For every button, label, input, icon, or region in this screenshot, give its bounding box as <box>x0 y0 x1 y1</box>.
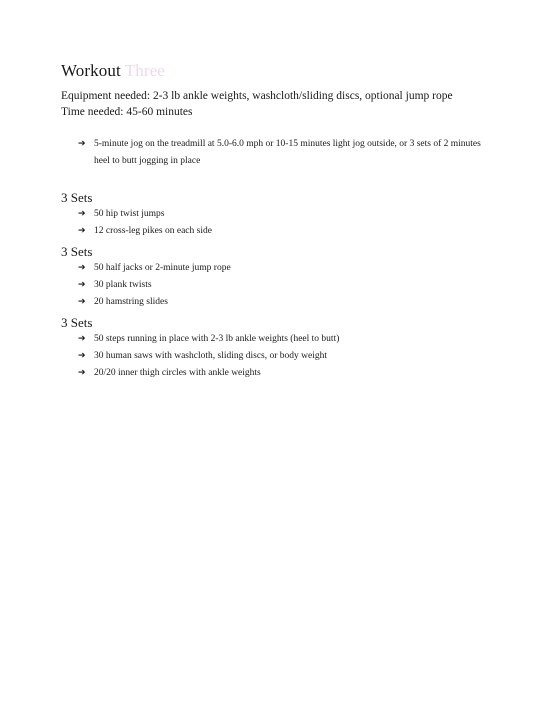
warmup-list <box>78 136 498 170</box>
arrow-right-icon: ➔ <box>78 280 86 291</box>
list-item <box>78 277 498 294</box>
list-item-text: 5-minute jog on the treadmill at 5.0-6.0 mph or 10-15 minutes light jog outside, or 3 sets of 2 minutes heel to butt jogging in place <box>94 139 481 167</box>
list-item <box>78 206 498 223</box>
set-list-1 <box>78 206 498 240</box>
set-list-2 <box>78 260 498 312</box>
list-item-text: 50 half jacks or 2-minute jump rope <box>94 263 231 273</box>
list-item <box>78 260 498 277</box>
list-item-text: 30 human saws with washcloth, sliding discs, or body weight <box>94 351 327 362</box>
page-title <box>61 60 165 82</box>
arrow-right-icon: ➔ <box>78 334 86 344</box>
list-item <box>78 365 498 382</box>
arrow-right-icon: ➔ <box>78 209 86 219</box>
arrow-right-icon: ➔ <box>78 139 86 149</box>
arrow-right-icon: ➔ <box>78 297 86 308</box>
list-item-text: 20 hamstring slides <box>94 297 168 308</box>
list-item <box>78 223 498 240</box>
list-item <box>78 294 498 311</box>
list-item <box>78 331 498 348</box>
arrow-right-icon: ➔ <box>78 263 86 273</box>
list-item-text: 50 steps running in place with 2-3 lb ankle weights (heel to butt) <box>94 334 340 344</box>
set-list-3 <box>78 331 498 383</box>
set-heading-3: 3 Sets <box>61 315 93 330</box>
arrow-right-icon: ➔ <box>78 351 86 362</box>
page-title-main: Workout <box>61 61 125 80</box>
arrow-right-icon: ➔ <box>78 368 86 379</box>
set-heading-2: 3 Sets <box>61 244 93 259</box>
list-item-text: 20/20 inner thigh circles with ankle weights <box>94 368 261 379</box>
page-title-accent: Three <box>124 61 165 80</box>
list-item <box>78 348 498 365</box>
time-needed: Time needed: 45-60 minutes <box>61 106 193 118</box>
arrow-right-icon: ➔ <box>78 226 86 237</box>
list-item-text: 12 cross-leg pikes on each side <box>94 226 212 237</box>
list-item-text: 50 hip twist jumps <box>94 209 165 219</box>
list-item-text: 30 plank twists <box>94 280 152 291</box>
set-heading-1: 3 Sets <box>61 190 93 205</box>
equipment-needed: Equipment needed: 2-3 lb ankle weights, washcloth/sliding discs, optional jump rope <box>61 90 453 102</box>
list-item <box>78 136 498 170</box>
